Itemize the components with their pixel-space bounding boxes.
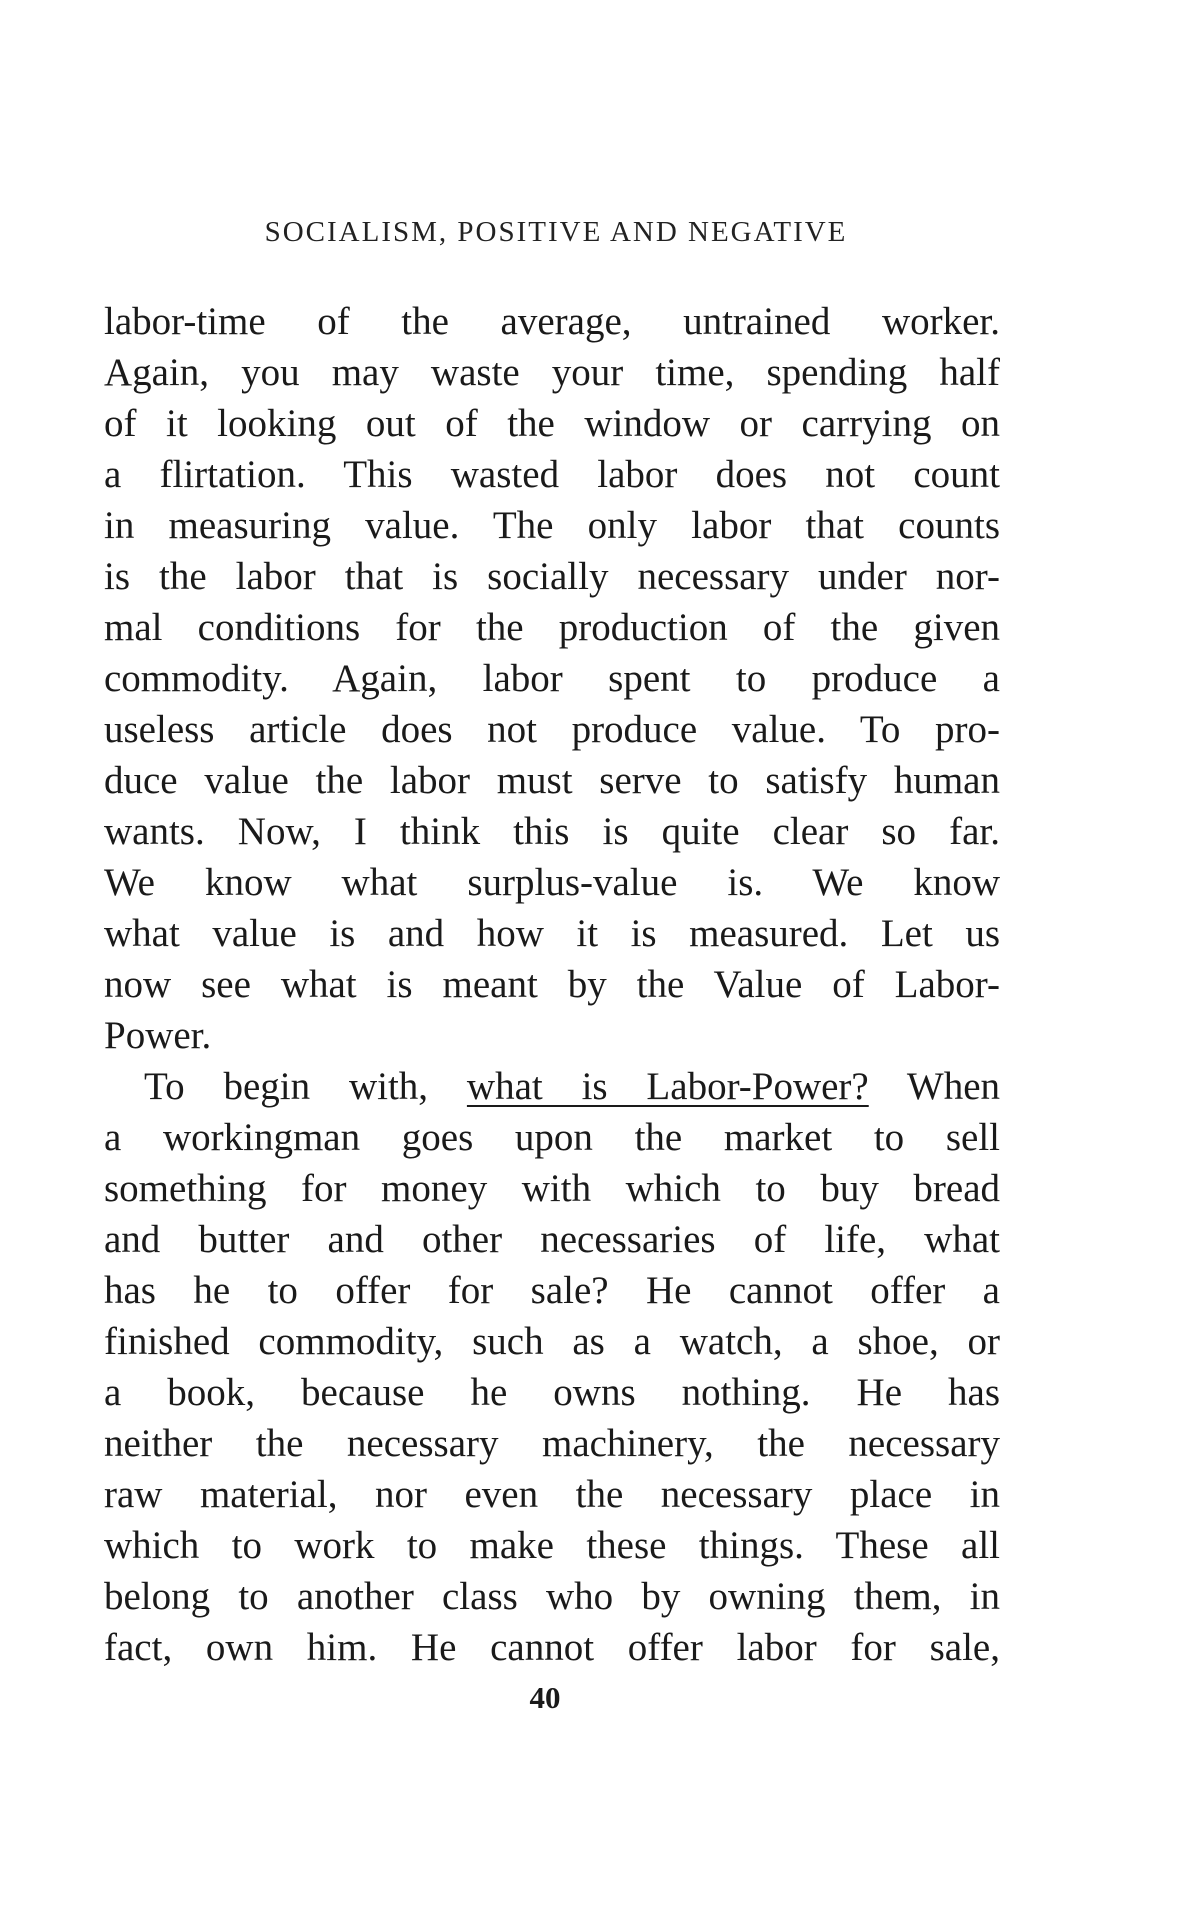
- text-line: something for money with which to buy bread: [104, 1167, 1000, 1210]
- text-line: duce value the labor must serve to satisfy human: [104, 759, 1000, 802]
- text-line: neither the necessary machinery, the necessary: [104, 1422, 1000, 1465]
- underlined-phrase: what is Labor-Power?: [466, 1065, 869, 1108]
- text-line: labor-time of the average, untrained worker.: [104, 300, 1000, 343]
- paragraph-1: [104, 296, 1000, 1061]
- running-head: SOCIALISM, POSITIVE AND NEGATIVE: [264, 216, 848, 248]
- text-line: a workingman goes upon the market to sell: [104, 1116, 1000, 1159]
- text-line: commodity. Again, labor spent to produce a: [104, 657, 1000, 700]
- text-line: useless article does not produce value. To pro-: [104, 708, 1000, 751]
- text-line: is the labor that is socially necessary under nor-: [104, 555, 1000, 598]
- text-line: finished commodity, such as a watch, a shoe, or: [104, 1320, 1000, 1363]
- text-line: of it looking out of the window or carrying on: [104, 402, 1000, 445]
- text-line: Power.: [104, 1014, 212, 1057]
- text-line: which to work to make these things. These all: [104, 1524, 1000, 1567]
- text-fragment: When: [906, 1065, 1001, 1108]
- body-text: [104, 296, 1000, 1673]
- text-line: We know what surplus-value is. We know: [104, 861, 1000, 904]
- text-line: Again, you may waste your time, spending half: [104, 351, 1000, 394]
- text-line: now see what is meant by the Value of Labor-: [104, 963, 1000, 1006]
- text-line: raw material, nor even the necessary place in: [104, 1473, 1000, 1516]
- text-line: belong to another class who by owning them, in: [104, 1575, 1000, 1618]
- text-line: mal conditions for the production of the given: [104, 606, 1000, 649]
- text-line: and butter and other necessaries of life, what: [104, 1218, 1000, 1261]
- text-line: what value is and how it is measured. Let us: [104, 912, 1000, 955]
- text-fragment: To begin with,: [144, 1065, 429, 1108]
- text-line: wants. Now, I think this is quite clear so far.: [104, 810, 1000, 853]
- text-line: in measuring value. The only labor that counts: [104, 504, 1000, 547]
- page-number: 40: [529, 1680, 561, 1715]
- text-line: a flirtation. This wasted labor does not count: [104, 453, 1000, 496]
- text-line: has he to offer for sale? He cannot offer a: [104, 1269, 1000, 1312]
- paragraph-2: [104, 1061, 1000, 1673]
- text-line: fact, own him. He cannot offer labor for sale,: [104, 1626, 1000, 1669]
- text-line: [104, 1061, 1000, 1112]
- text-line: a book, because he owns nothing. He has: [104, 1371, 1000, 1414]
